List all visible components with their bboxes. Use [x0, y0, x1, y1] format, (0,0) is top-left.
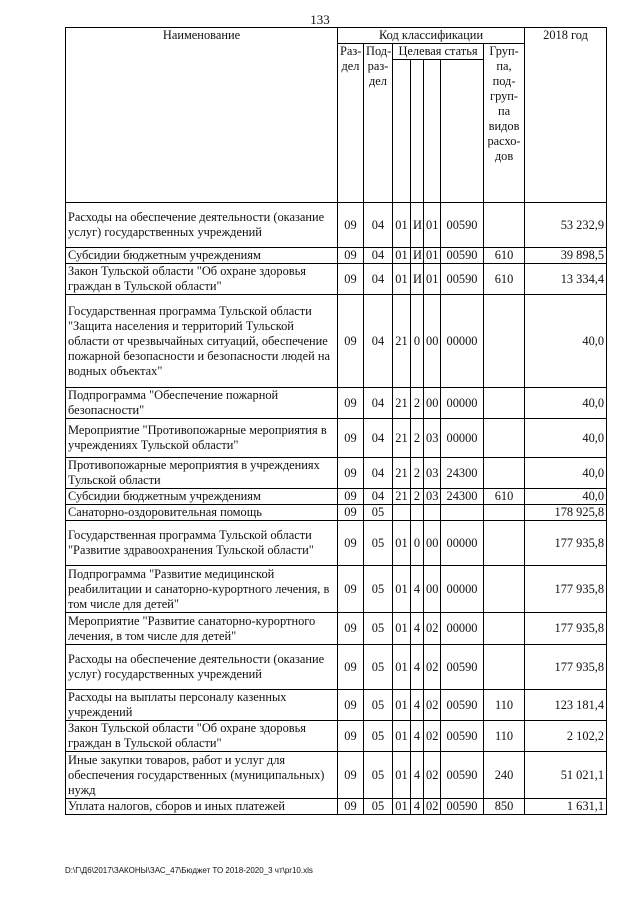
row-amount-2018: 39 898,5: [525, 248, 607, 264]
row-program-code: 01: [393, 203, 411, 248]
row-subprogram-code: И: [411, 248, 424, 264]
row-event-code: [424, 505, 441, 521]
row-subsection: 04: [364, 203, 393, 248]
row-subprogram-code: 4: [411, 566, 424, 613]
row-expense-type: 610: [484, 264, 525, 295]
row-subprogram-code: 4: [411, 799, 424, 815]
row-section: 09: [338, 295, 364, 388]
row-subprogram-code: 2: [411, 458, 424, 489]
row-name: Подпрограмма "Развитие медицинской реабилитации и санаторно-курортного лечения, в том числе для детей": [66, 566, 338, 613]
row-expense-type: 110: [484, 721, 525, 752]
row-section: 09: [338, 566, 364, 613]
row-subsection: 04: [364, 458, 393, 489]
row-name: Противопожарные мероприятия в учреждениях Тульской области: [66, 458, 338, 489]
row-section: 09: [338, 203, 364, 248]
row-amount-2018: 177 935,8: [525, 645, 607, 690]
row-section: 09: [338, 690, 364, 721]
row-direction-code: 00000: [441, 613, 484, 645]
row-expense-type: 240: [484, 752, 525, 799]
row-section: 09: [338, 248, 364, 264]
header-target-article: Целевая статья: [393, 44, 484, 60]
row-event-code: 02: [424, 613, 441, 645]
row-name: Подпрограмма "Обеспечение пожарной безопасности": [66, 388, 338, 419]
row-expense-type: [484, 613, 525, 645]
table-row: [66, 566, 607, 613]
row-name: Уплата налогов, сборов и иных платежей: [66, 799, 338, 815]
row-direction-code: 00000: [441, 295, 484, 388]
row-name: Субсидии бюджетным учреждениям: [66, 248, 338, 264]
row-direction-code: 00000: [441, 388, 484, 419]
row-event-code: 03: [424, 489, 441, 505]
row-program-code: 21: [393, 388, 411, 419]
row-event-code: 00: [424, 521, 441, 566]
row-event-code: 02: [424, 645, 441, 690]
row-name: Иные закупки товаров, работ и услуг для обеспечения государственных (муниципальных) нужд: [66, 752, 338, 799]
row-amount-2018: 123 181,4: [525, 690, 607, 721]
row-amount-2018: 40,0: [525, 458, 607, 489]
table-row: [66, 799, 607, 815]
table-row: [66, 613, 607, 645]
row-direction-code: 00590: [441, 690, 484, 721]
table-row: [66, 388, 607, 419]
row-amount-2018: 2 102,2: [525, 721, 607, 752]
row-subsection: 05: [364, 645, 393, 690]
row-subsection: 05: [364, 721, 393, 752]
row-subsection: 05: [364, 521, 393, 566]
row-direction-code: 24300: [441, 489, 484, 505]
row-subsection: 04: [364, 388, 393, 419]
table-row: [66, 521, 607, 566]
row-amount-2018: 177 935,8: [525, 521, 607, 566]
header-subsection: Под- раз- дел: [364, 44, 393, 203]
row-expense-type: 850: [484, 799, 525, 815]
row-subprogram-code: 0: [411, 521, 424, 566]
table-row: [66, 489, 607, 505]
row-expense-type: [484, 203, 525, 248]
header-section: Раз- дел: [338, 44, 364, 203]
row-program-code: 01: [393, 645, 411, 690]
row-subprogram-code: [411, 505, 424, 521]
row-subsection: 04: [364, 489, 393, 505]
row-event-code: 02: [424, 799, 441, 815]
table-row: [66, 203, 607, 248]
row-direction-code: 00590: [441, 799, 484, 815]
table-row: [66, 248, 607, 264]
row-direction-code: 00590: [441, 248, 484, 264]
row-section: 09: [338, 613, 364, 645]
row-name: Государственная программа Тульской области "Развитие здравоохранения Тульской области": [66, 521, 338, 566]
row-amount-2018: 51 021,1: [525, 752, 607, 799]
row-direction-code: 00590: [441, 721, 484, 752]
row-subsection: 05: [364, 690, 393, 721]
row-amount-2018: 1 631,1: [525, 799, 607, 815]
row-subprogram-code: И: [411, 203, 424, 248]
row-subprogram-code: 0: [411, 295, 424, 388]
row-direction-code: 00000: [441, 566, 484, 613]
row-section: 09: [338, 419, 364, 458]
row-event-code: 00: [424, 566, 441, 613]
row-section: 09: [338, 752, 364, 799]
row-direction-code: 00590: [441, 645, 484, 690]
row-program-code: 01: [393, 264, 411, 295]
row-name: Субсидии бюджетным учреждениям: [66, 489, 338, 505]
row-direction-code: 00590: [441, 752, 484, 799]
row-subsection: 05: [364, 752, 393, 799]
row-amount-2018: 178 925,8: [525, 505, 607, 521]
row-subsection: 04: [364, 419, 393, 458]
row-subprogram-code: 4: [411, 613, 424, 645]
row-section: 09: [338, 458, 364, 489]
row-program-code: 21: [393, 295, 411, 388]
row-amount-2018: 40,0: [525, 419, 607, 458]
row-subprogram-code: 4: [411, 721, 424, 752]
row-expense-type: 110: [484, 690, 525, 721]
row-direction-code: 00590: [441, 203, 484, 248]
header-expense-group: Груп- па, под- груп- па видов расхо- дов: [484, 44, 525, 203]
row-event-code: 03: [424, 419, 441, 458]
row-program-code: 01: [393, 521, 411, 566]
row-event-code: 02: [424, 721, 441, 752]
row-direction-code: 00000: [441, 521, 484, 566]
row-amount-2018: 40,0: [525, 388, 607, 419]
row-amount-2018: 53 232,9: [525, 203, 607, 248]
row-subprogram-code: И: [411, 264, 424, 295]
row-expense-type: 610: [484, 489, 525, 505]
table-row: [66, 721, 607, 752]
row-expense-type: [484, 645, 525, 690]
row-section: 09: [338, 489, 364, 505]
row-name: Расходы на выплаты персоналу казенных учреждений: [66, 690, 338, 721]
row-expense-type: 610: [484, 248, 525, 264]
row-program-code: 01: [393, 752, 411, 799]
row-name: Расходы на обеспечение деятельности (оказание услуг) государственных учреждений: [66, 203, 338, 248]
row-program-code: 01: [393, 799, 411, 815]
row-amount-2018: 177 935,8: [525, 566, 607, 613]
row-amount-2018: 13 334,4: [525, 264, 607, 295]
row-subsection: 05: [364, 613, 393, 645]
row-section: 09: [338, 799, 364, 815]
row-expense-type: [484, 458, 525, 489]
row-name: Государственная программа Тульской области "Защита населения и территорий Тульской области от чрезвычайных ситуаций, обеспечение пожарной безопасности и безопасности людей на водных объектах": [66, 295, 338, 388]
table-row: [66, 295, 607, 388]
row-direction-code: 24300: [441, 458, 484, 489]
row-expense-type: [484, 521, 525, 566]
row-subsection: 04: [364, 248, 393, 264]
row-expense-type: [484, 505, 525, 521]
header-name: Наименование: [66, 28, 338, 203]
row-name: Мероприятие "Развитие санаторно-курортного лечения, в том числе для детей": [66, 613, 338, 645]
budget-table: [65, 27, 607, 815]
row-subprogram-code: 4: [411, 690, 424, 721]
row-subsection: 04: [364, 264, 393, 295]
row-section: 09: [338, 388, 364, 419]
row-expense-type: [484, 419, 525, 458]
table-row: [66, 264, 607, 295]
row-program-code: 21: [393, 489, 411, 505]
table-row: [66, 458, 607, 489]
row-direction-code: 00590: [441, 264, 484, 295]
table-row: [66, 505, 607, 521]
row-program-code: 01: [393, 566, 411, 613]
row-event-code: 02: [424, 690, 441, 721]
row-subprogram-code: 4: [411, 752, 424, 799]
row-program-code: 01: [393, 721, 411, 752]
row-subsection: 05: [364, 566, 393, 613]
row-event-code: 01: [424, 248, 441, 264]
row-program-code: 21: [393, 419, 411, 458]
row-event-code: 02: [424, 752, 441, 799]
row-program-code: 21: [393, 458, 411, 489]
row-amount-2018: 177 935,8: [525, 613, 607, 645]
row-name: Закон Тульской области "Об охране здоровья граждан в Тульской области": [66, 264, 338, 295]
row-subsection: 05: [364, 505, 393, 521]
row-program-code: 01: [393, 248, 411, 264]
row-section: 09: [338, 721, 364, 752]
header-year: 2018 год: [525, 28, 607, 203]
row-expense-type: [484, 388, 525, 419]
table-row: [66, 645, 607, 690]
row-event-code: 01: [424, 264, 441, 295]
row-direction-code: 00000: [441, 419, 484, 458]
table-row: [66, 690, 607, 721]
row-amount-2018: 40,0: [525, 489, 607, 505]
row-subsection: 05: [364, 799, 393, 815]
row-direction-code: [441, 505, 484, 521]
file-path-footer: D:\Г\Д6\2017\ЗАКОНЫ\ЗАС_47\Бюджет ТО 2018-2020_3 чт\pr10.xls: [65, 866, 313, 875]
row-subsection: 04: [364, 295, 393, 388]
row-expense-type: [484, 566, 525, 613]
row-section: 09: [338, 264, 364, 295]
row-event-code: 01: [424, 203, 441, 248]
row-section: 09: [338, 521, 364, 566]
header-classification: Код классификации: [338, 28, 525, 44]
row-name: Санаторно-оздоровительная помощь: [66, 505, 338, 521]
row-program-code: 01: [393, 690, 411, 721]
row-subprogram-code: 4: [411, 645, 424, 690]
row-name: Закон Тульской области "Об охране здоровья граждан в Тульской области": [66, 721, 338, 752]
row-subprogram-code: 2: [411, 388, 424, 419]
row-program-code: 01: [393, 613, 411, 645]
row-event-code: 00: [424, 388, 441, 419]
row-event-code: 03: [424, 458, 441, 489]
row-amount-2018: 40,0: [525, 295, 607, 388]
row-name: Расходы на обеспечение деятельности (оказание услуг) государственных учреждений: [66, 645, 338, 690]
row-event-code: 00: [424, 295, 441, 388]
row-program-code: [393, 505, 411, 521]
row-subprogram-code: 2: [411, 489, 424, 505]
row-section: 09: [338, 645, 364, 690]
row-section: 09: [338, 505, 364, 521]
row-subprogram-code: 2: [411, 419, 424, 458]
row-expense-type: [484, 295, 525, 388]
row-name: Мероприятие "Противопожарные мероприятия в учреждениях Тульской области": [66, 419, 338, 458]
table-row: [66, 752, 607, 799]
table-row: [66, 419, 607, 458]
page-number: 133: [310, 12, 330, 27]
